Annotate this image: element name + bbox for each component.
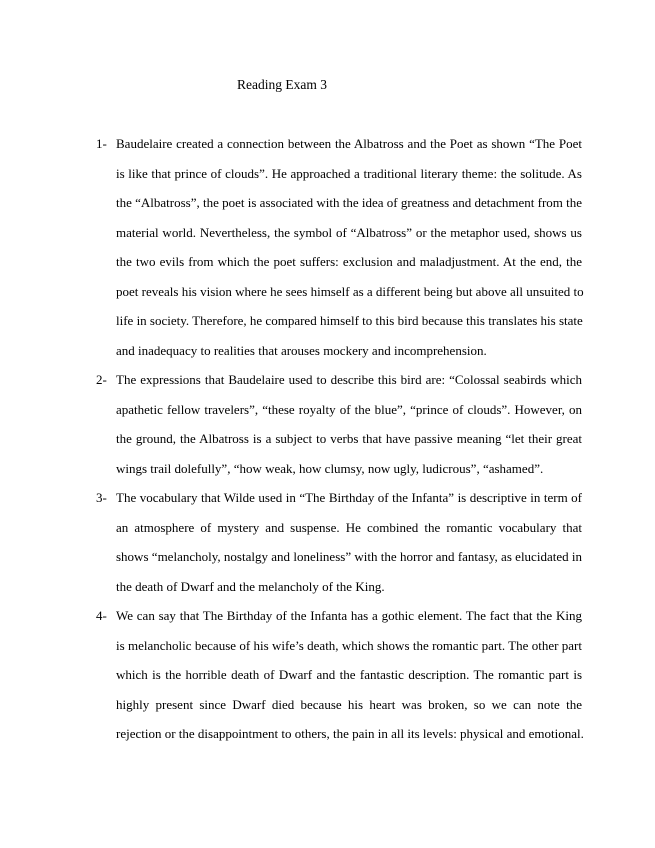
item-number: 3- — [96, 490, 107, 505]
text-line: wings trail dolefully”, “how weak, how clumsy, now ugly, ludicrous”, “ashamed”. — [116, 460, 544, 476]
text-line: which is the horrible death of Dwarf and the fantastic description. The romantic part is — [116, 667, 582, 682]
item-body — [116, 365, 582, 483]
text-line: is melancholic because of his wife’s death, which shows the romantic part. The other part — [116, 637, 582, 653]
text-line: shows “melancholy, nostalgy and loneliness” with the horror and fantasy, as elucidated in — [116, 549, 582, 564]
text-line: and inadequacy to realities that arouses mockery and incomprehension. — [116, 342, 487, 358]
text-line: We can say that The Birthday of the Infanta has a gothic element. The fact that the King — [116, 608, 582, 623]
text-line: life in society. Therefore, he compared himself to this bird because this translates his state — [116, 313, 583, 328]
text-line: the ground, the Albatross is a subject to verbs that have passive meaning “let their great — [116, 431, 582, 446]
text-line: The expressions that Baudelaire used to describe this bird are: “Colossal seabirds which — [116, 372, 582, 387]
text-line: the two evils from which the poet suffers: exclusion and maladjustment. At the end, the — [116, 254, 582, 269]
text-line: apathetic fellow travelers”, “these royalty of the blue”, “prince of clouds”. However, on — [116, 401, 582, 417]
item-number: 4- — [96, 608, 107, 623]
item-body — [116, 129, 582, 365]
text-line: an atmosphere of mystery and suspense. He combined the romantic vocabulary that — [116, 519, 582, 535]
page-title: Reading Exam 3 — [237, 77, 327, 92]
text-line: poet reveals his vision where he sees himself as a different being but above all unsuited to — [116, 283, 584, 299]
item-number: 2- — [96, 372, 107, 387]
item-body — [116, 601, 582, 749]
text-line: The vocabulary that Wilde used in “The Birthday of the Infanta” is descriptive in term of — [116, 490, 582, 505]
item-body — [116, 483, 582, 601]
text-line: is like that prince of clouds”. He approached a traditional literary theme: the solitude. As — [116, 165, 582, 181]
text-line: Baudelaire created a connection between the Albatross and the Poet as shown “The Poet — [116, 136, 582, 151]
text-line: rejection or the disappointment to others, the pain in all its levels: physical and emotional. — [116, 726, 584, 741]
text-line: the death of Dwarf and the melancholy of the King. — [116, 578, 385, 594]
text-line: material world. Nevertheless, the symbol of “Albatross” or the metaphor used, shows us — [116, 224, 582, 240]
text-line: the “Albatross”, the poet is associated with the idea of greatness and detachment from the — [116, 195, 583, 210]
item-number: 1- — [96, 136, 107, 151]
text-line: highly present since Dwarf died because his heart was broken, so we can note the — [116, 696, 582, 712]
